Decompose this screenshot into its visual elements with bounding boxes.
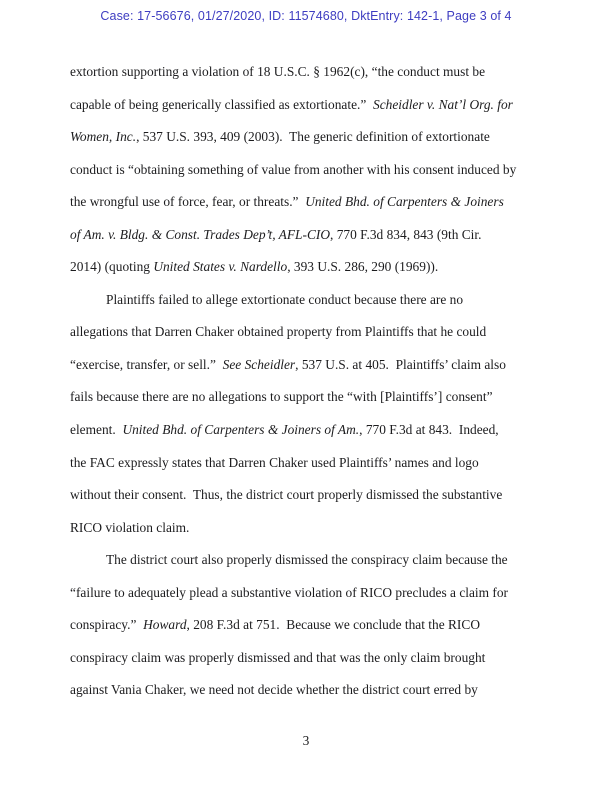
- text-line: [70, 609, 556, 642]
- text-line: [70, 56, 556, 89]
- text-segment: , 537 U.S. 393, 409 (2003). The generic definition of extortionate: [136, 129, 490, 145]
- case-citation-italic: See Scheidler: [222, 356, 296, 372]
- text-segment: fails because there are no allegations to support the “with [Plaintiffs’] consent”: [70, 389, 493, 405]
- text-segment: extortion supporting a violation of 18 U.S.C. § 1962(c), “the conduct must be: [70, 64, 486, 79]
- text-line: [70, 381, 556, 414]
- text-segment: capable of being generically classified as extortionate.”: [70, 96, 374, 112]
- text-segment: element.: [70, 422, 123, 438]
- text-line: [70, 642, 556, 675]
- text-segment: Plaintiffs failed to allege extortionate conduct because there are no: [106, 291, 464, 307]
- text-line: [70, 414, 556, 447]
- case-citation-italic: Scheidler v. Nat’l Org. for: [373, 96, 513, 112]
- text-line: [70, 577, 556, 610]
- text-segment: , 208 F.3d at 751. Because we conclude that the RICO: [186, 617, 480, 633]
- text-segment: without their consent. Thus, the district court properly dismissed the substantive: [70, 487, 503, 503]
- text-line: [70, 219, 556, 252]
- text-line: [70, 674, 556, 707]
- case-citation-italic: Howard: [143, 617, 187, 633]
- text-segment: 2014) (quoting: [70, 259, 154, 275]
- text-line: [70, 154, 556, 187]
- text-line: [70, 447, 556, 480]
- case-citation-italic: Women, Inc.: [70, 129, 137, 145]
- text-segment: The district court also properly dismissed the conspiracy claim because the: [106, 552, 508, 568]
- text-segment: conspiracy claim was properly dismissed and that was the only claim brought: [70, 649, 486, 665]
- text-line: [70, 316, 556, 349]
- text-segment: , 393 U.S. 286, 290 (1969)).: [287, 259, 439, 275]
- text-segment: , 770 F.3d 834, 843 (9th Cir.: [330, 226, 482, 242]
- case-citation-italic: United Bhd. of Carpenters & Joiners of Am.: [122, 422, 360, 438]
- text-line: [70, 284, 556, 317]
- text-segment: against Vania Chaker, we need not decide whether the district court erred by: [70, 682, 478, 698]
- case-citation-italic: United States v. Nardello: [153, 259, 288, 275]
- page-number: 3: [302, 733, 310, 748]
- text-line: [70, 121, 556, 154]
- text-segment: allegations that Darren Chaker obtained property from Plaintiffs that he could: [70, 324, 487, 340]
- text-line: [70, 349, 556, 382]
- text-segment: “failure to adequately plead a substantive violation of RICO precludes a claim for: [70, 584, 509, 600]
- opinion-body: [70, 56, 556, 707]
- text-segment: the FAC expressly states that Darren Chaker used Plaintiffs’ names and logo: [70, 454, 479, 470]
- text-line: [70, 512, 556, 545]
- text-segment: the wrongful use of force, fear, or threats.”: [70, 194, 306, 210]
- text-segment: , 537 U.S. at 405. Plaintiffs’ claim also: [295, 356, 506, 372]
- text-line: [70, 544, 556, 577]
- text-line: [70, 251, 556, 284]
- text-line: [70, 479, 556, 512]
- text-segment: “exercise, transfer, or sell.”: [70, 356, 223, 372]
- text-segment: RICO violation claim.: [70, 519, 190, 535]
- text-segment: , 770 F.3d at 843. Indeed,: [359, 422, 499, 438]
- text-line: [70, 89, 556, 122]
- text-segment: conduct is “obtaining something of value from another with his consent induced by: [70, 161, 517, 177]
- case-citation-italic: United Bhd. of Carpenters & Joiners: [305, 194, 504, 210]
- docket-stamp-header: Case: 17-56676, 01/27/2020, ID: 11574680, DktEntry: 142-1, Page 3 of 4: [100, 9, 512, 23]
- case-citation-italic: of Am. v. Bldg. & Const. Trades Dep’t, AFL-CIO: [70, 226, 331, 242]
- text-segment: conspiracy.”: [70, 617, 144, 633]
- text-line: [70, 186, 556, 219]
